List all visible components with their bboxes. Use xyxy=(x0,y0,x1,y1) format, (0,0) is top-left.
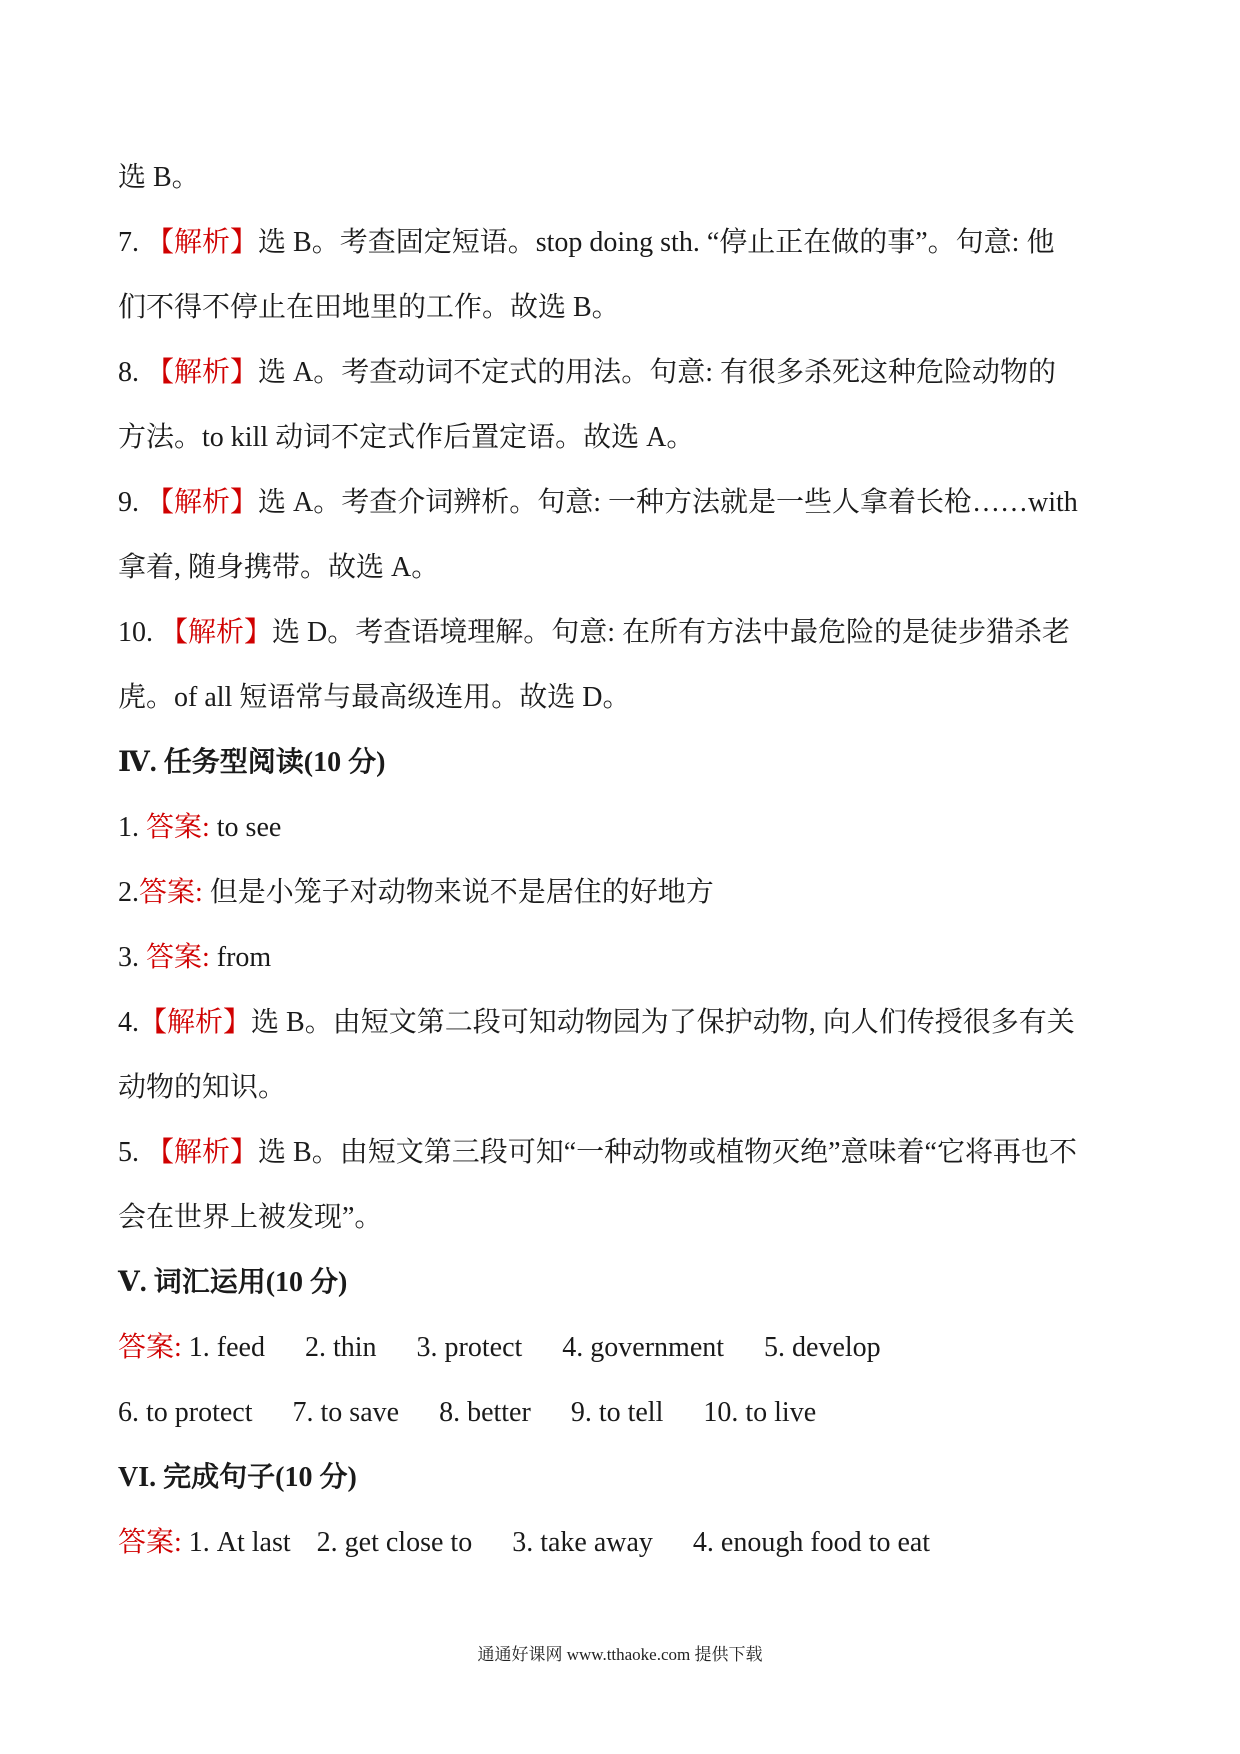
line-text: 2. thin xyxy=(304,1332,377,1363)
line-text: 10. to live xyxy=(703,1397,817,1428)
line-text: 7. xyxy=(118,227,146,258)
line-text: 6. to protect xyxy=(118,1397,253,1428)
line-text: 1. xyxy=(118,812,146,843)
answer-line xyxy=(118,990,1128,1055)
answer-marker: 【解析】 xyxy=(139,1007,252,1038)
answer-line xyxy=(118,1055,1128,1120)
line-text: Ⅳ. 任务型阅读(10 分) xyxy=(118,747,386,778)
line-text: 选 B。由短文第三段可知“一种动物或植物灭绝”意味着“它将再也不 xyxy=(258,1137,1077,1168)
answer-line xyxy=(118,1185,1128,1250)
answer-marker: 答案: xyxy=(146,812,210,843)
line-text: 2. get close to xyxy=(316,1527,473,1558)
answer-marker: 【解析】 xyxy=(146,487,259,518)
answer-line xyxy=(118,925,1128,990)
line-text: 但是小笼子对动物来说不是居住的好地方 xyxy=(202,877,714,908)
line-text: 3. protect xyxy=(416,1332,523,1363)
line-text: 选 A。考查动词不定式的用法。句意: 有很多杀死这种危险动物的 xyxy=(258,357,1057,388)
answer-marker: 答案: xyxy=(139,877,203,908)
line-text: 9. to tell xyxy=(570,1397,664,1428)
line-text: 方法。to kill 动词不定式作后置定语。故选 A。 xyxy=(118,422,695,453)
line-text: 2. xyxy=(118,877,139,908)
answer-line xyxy=(118,665,1128,730)
line-text: 10. xyxy=(118,617,160,648)
line-text: 4. government xyxy=(562,1332,725,1363)
line-text: 7. to save xyxy=(292,1397,400,1428)
answer-marker: 【解析】 xyxy=(146,357,259,388)
line-text: 1. feed xyxy=(181,1332,265,1363)
line-text: 选 D。考查语境理解。句意: 在所有方法中最危险的是徒步猎杀老 xyxy=(272,617,1071,648)
line-text: 8. better xyxy=(439,1397,531,1428)
line-text: 选 B。考查固定短语。stop doing sth. “停止正在做的事”。句意: 他 xyxy=(258,227,1055,258)
answer-line xyxy=(118,275,1128,340)
answer-line xyxy=(118,340,1128,405)
answer-line xyxy=(118,1380,1128,1445)
answer-line xyxy=(118,795,1128,860)
answer-marker: 答案: xyxy=(146,942,210,973)
line-text: 3. xyxy=(118,942,146,973)
answer-line xyxy=(118,210,1128,275)
line-text: 4. xyxy=(118,1007,139,1038)
line-text: 动物的知识。 xyxy=(118,1072,287,1103)
answer-line xyxy=(118,860,1128,925)
line-text: 虎。of all 短语常与最高级连用。故选 D。 xyxy=(118,682,631,713)
answer-line xyxy=(118,600,1128,665)
line-text: from xyxy=(209,942,272,973)
section-heading xyxy=(118,730,1128,795)
section-heading xyxy=(118,1445,1128,1510)
line-text: 选 B。由短文第二段可知动物园为了保护动物, 向人们传授很多有关 xyxy=(251,1007,1075,1038)
line-text: 1. At last xyxy=(181,1527,291,1558)
answer-line xyxy=(118,470,1128,535)
line-text: to see xyxy=(209,812,282,843)
line-text: 3. take away xyxy=(512,1527,653,1558)
line-text: 9. xyxy=(118,487,146,518)
answer-line xyxy=(118,145,1128,210)
line-text: 8. xyxy=(118,357,146,388)
answer-marker: 答案: xyxy=(118,1527,182,1558)
answer-marker: 【解析】 xyxy=(146,227,259,258)
line-text: 选 A。考查介词辨析。句意: 一种方法就是一些人拿着长枪……with xyxy=(258,487,1078,518)
line-text: 5. xyxy=(118,1137,146,1168)
answer-line xyxy=(118,405,1128,470)
answer-line xyxy=(118,535,1128,600)
line-text: 们不得不停止在田地里的工作。故选 B。 xyxy=(118,292,620,323)
line-text: VI. 完成句子(10 分) xyxy=(118,1462,357,1493)
line-text: 4. enough food to eat xyxy=(692,1527,931,1558)
answer-sheet xyxy=(118,145,1128,1575)
footer-credit: 通通好课网 www.tthaoke.com 提供下载 xyxy=(477,1645,763,1664)
answer-marker: 答案: xyxy=(118,1332,182,1363)
answer-line xyxy=(118,1315,1128,1380)
line-text: 5. develop xyxy=(764,1332,881,1363)
line-text: 拿着, 随身携带。故选 A。 xyxy=(118,552,440,583)
answer-marker: 【解析】 xyxy=(146,1137,259,1168)
line-text: 选 B。 xyxy=(118,162,200,193)
line-text: Ⅴ. 词汇运用(10 分) xyxy=(118,1267,348,1298)
answer-marker: 【解析】 xyxy=(160,617,273,648)
line-text: 会在世界上被发现”。 xyxy=(118,1202,383,1233)
answer-line xyxy=(118,1510,1128,1575)
answer-line xyxy=(118,1120,1128,1185)
section-heading xyxy=(118,1250,1128,1315)
